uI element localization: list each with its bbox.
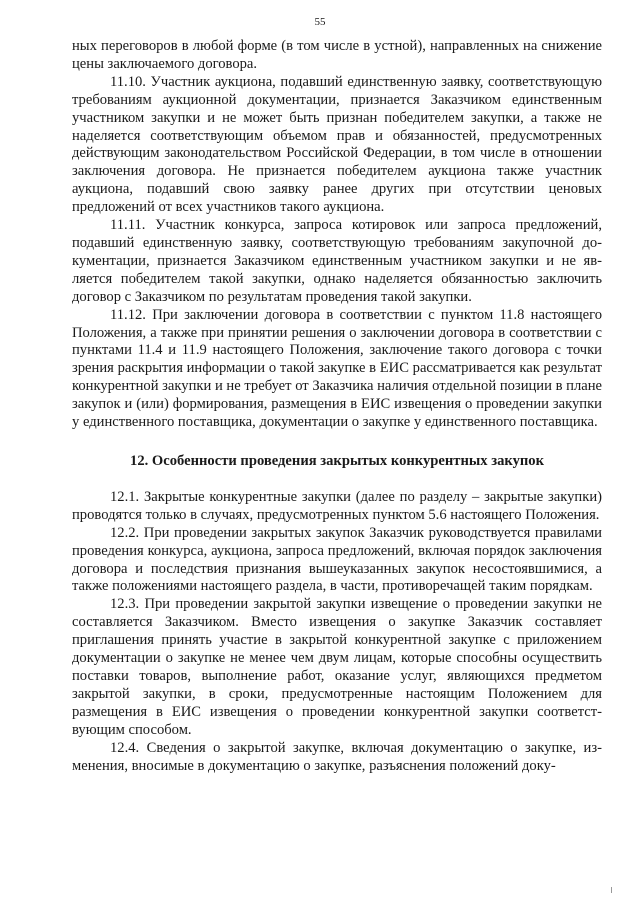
section-heading: 12. Особенности проведения закрытых конкурентных закупок [130,452,544,469]
paragraph-12-2: 12.2. При проведении закрытых закупок Заказчик руководствуется правилами проведения конкурса, аукциона, запроса предложений, включая порядок заключения договора и последствия признания вышеуказанных закупок несостоявшимися, а также положениями настоящего раздела, в части, противоречащей таким порядкам. [72,524,602,595]
paragraph-12-1: 12.1. Закрытые конкурентные закупки (далее по разделу – закрытые закупки) проводятся только в случаях, предусмотренных пунктом 5.6 настоящего Положения. [72,488,602,523]
paragraph-12-3: 12.3. При проведении закрытой закупки извещение о проведении закупки не составляется Заказчиком. Вместо извещения о закупке Заказчик составляет приглашения принять участие в закрытой конкурентной закупке с приложением документации о закупке не менее чем двум лицам, которые способны осуществить поставки товаров, выполнение работ, оказание услуг, являющихся предметом закрытой закупки, в сроки, предусмотренные настоящим Положением для размещения в ЕИС извещения о проведении конкурентной закупки соответствующим способом. [72,596,602,738]
paragraph-12-4: 12.4. Сведения о закрытой закупке, включая документацию о закупке, изменения, вносимые в документацию о закупке, разъяснения положений доку- [72,739,602,774]
page-number: 55 [314,16,326,28]
scan-mark [611,887,612,893]
paragraph-11-10: 11.10. Участник аукциона, подавший единственную заявку, соответствующую требованиям аукционной документации, признается Заказчиком единственным участником закупки и не может быть признан победителем закупки, а также не наделяется соответствующим объемом прав и обязанностей, предусмотренных действующим законодательством Российской Федерации, в том числе в отношении заключения договора. Не признается победителем аукциона также участник аукциона, подавший свою заявку ранее других при отсутствии ценовых предложений от всех участников такого аукциона. [72,73,602,216]
page-body [72,38,602,775]
paragraph-11-11: 11.11. Участник конкурса, запроса котировок или запроса предложений, подавший единственную заявку, соответствующую требованиям закупочной документации, признается Заказчиком единственным участником закупки и не является победителем такой закупки, однако наделяется обязанностью заключить договор с Заказчиком по результатам проведения такой закупки. [72,217,602,305]
paragraph-11-12: 11.12. При заключении договора в соответствии с пунктом 11.8 настоящего Положения, а также при принятии решения о заключении договора в соответствии с пунктами 11.4 и 11.9 настоящего Положения, заключение такого договора с точки зрения раскрытия информации о такой закупке в ЕИС рассматривается как результат конкурентной закупки и не требует от Заказчика наличия отдельной позиции в плане закупок и (или) формирования, размещения в ЕИС извещения о проведении закупки у единственного поставщика, документации о закупке у единственного поставщика. [72,306,602,431]
paragraph-continuation: ных переговоров в любой форме (в том числе в устной), направленных на снижение цены заключаемого договора. [72,38,602,72]
